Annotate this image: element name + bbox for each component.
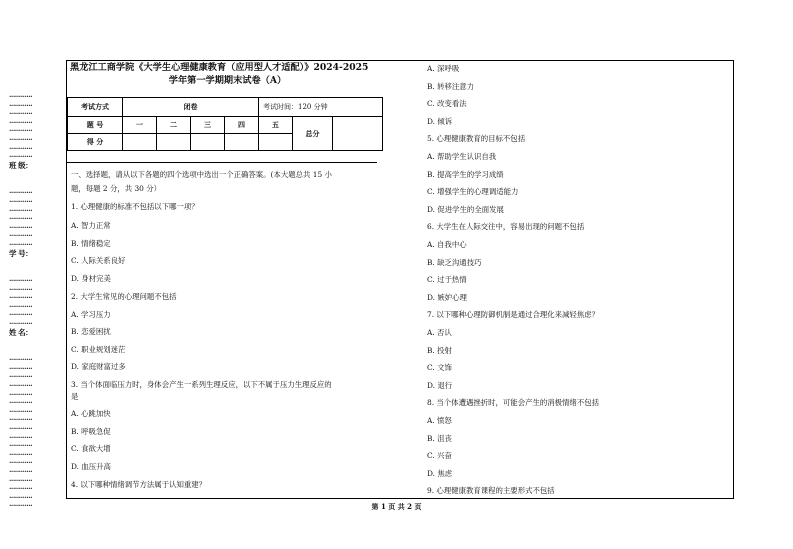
question-line: B. 情绪稳定 (71, 239, 111, 248)
score-cell-4[interactable] (225, 134, 259, 151)
dotted-binding-line: ············ (9, 239, 33, 249)
dotted-binding-line: ············ (9, 293, 33, 303)
dotted-binding-line: ············ (9, 355, 33, 365)
section-4: 四 (225, 117, 259, 134)
dotted-binding-line: ············ (9, 492, 33, 502)
score-cell-2[interactable] (157, 134, 191, 151)
dotted-binding-line: ············ (9, 100, 33, 110)
dotted-binding-line: ············ (9, 398, 33, 408)
dotted-binding-line: ············ (9, 484, 33, 494)
score-cell-3[interactable] (191, 134, 225, 151)
exam-mode-value: 闭卷 (123, 98, 259, 117)
dotted-binding-line: ············ (9, 458, 33, 468)
question-stem: 5. 心理健康教育的目标不包括 (427, 134, 526, 144)
exam-time: 考试时间：120 分钟 (259, 98, 383, 117)
question-stem: 8. 当个体遭遇挫折时，可能会产生的消极情绪不包括 (427, 398, 599, 408)
dotted-binding-line: ············ (9, 231, 33, 241)
question-stem: 2. 大学生常见的心理问题不包括 (71, 292, 177, 301)
title-line-2: 学年第一学期期末试卷（A） (168, 75, 287, 86)
margin-label-student-id: 学 号： (9, 248, 33, 258)
answer-option: A. 自我中心 (427, 240, 467, 249)
score-table (67, 97, 383, 151)
dotted-binding-line: ············ (9, 196, 33, 206)
question-line: B. 呼吸急促 (71, 427, 111, 436)
answer-option: A. 帮助学生认识自我 (427, 152, 497, 161)
question-stem: 6. 大学生在人际交往中，容易出现的问题不包括 (427, 222, 585, 232)
dotted-binding-line: ············ (9, 310, 33, 320)
dotted-binding-line: ············ (9, 381, 33, 391)
section-instruction-2: 题，每题 2 分，共 30 分） (71, 184, 162, 193)
title-line-1: 黑龙江工商学院《大学生心理健康教育（应用型人才适配）》2024-2025 (70, 62, 369, 73)
question-no-label: 题 号 (68, 117, 123, 134)
margin-label-class: 班 级： (9, 160, 33, 170)
margin-label-name: 姓 名： (9, 327, 33, 337)
dotted-binding-line: ············ (9, 406, 33, 416)
dotted-binding-line: ············ (9, 441, 33, 451)
answer-option: C. 兴奋 (427, 451, 452, 461)
question-stem: 3. 当个体面临压力时，身体会产生一系列生理反应，以下不属于压力生理反应的 (71, 380, 332, 389)
total-score-cell[interactable] (333, 117, 383, 151)
dotted-binding-line: ············ (9, 475, 33, 485)
question-line: C. 食欲大增 (71, 444, 111, 453)
section-3: 三 (191, 117, 225, 134)
dotted-binding-line: ············ (9, 466, 33, 476)
answer-option: B. 投射 (427, 345, 452, 355)
dotted-binding-line: ············ (9, 372, 33, 382)
binding-margin (9, 93, 59, 511)
dotted-binding-line: ············ (9, 143, 33, 153)
answer-option: B. 沮丧 (427, 433, 452, 443)
dotted-binding-line: ············ (9, 92, 33, 101)
answer-option: C. 过于热情 (427, 275, 467, 285)
answer-option: D. 焦虑 (427, 468, 453, 478)
question-line: B. 恋爱困扰 (71, 327, 111, 336)
question-line: D. 家庭财富过多 (71, 362, 126, 371)
answer-option: C. 增强学生的心理调适能力 (427, 187, 519, 197)
answer-option: B. 提高学生的学习成绩 (427, 169, 504, 179)
section-2: 二 (157, 117, 191, 134)
question-stem: 9. 心理健康教育课程的主要形式不包括 (427, 486, 555, 496)
margin-blank (9, 171, 59, 189)
answer-option: B. 缺乏沟通技巧 (427, 257, 482, 267)
dotted-binding-line: ············ (9, 432, 33, 442)
dotted-binding-line: ············ (9, 389, 33, 399)
dotted-binding-line: ············ (9, 319, 33, 329)
margin-blank (9, 259, 59, 277)
answer-option: D. 嫉妒心理 (427, 292, 467, 302)
question-line: A. 智力正常 (71, 221, 111, 230)
dotted-binding-line: ············ (9, 188, 33, 198)
margin-blank (9, 338, 59, 356)
dotted-binding-line: ············ (9, 126, 33, 136)
exam-mode-label: 考试方式 (68, 98, 123, 117)
answer-option: A. 深呼吸 (427, 64, 460, 73)
answer-option: D. 促进学生的全面发展 (427, 204, 504, 214)
answer-option: B. 转移注意力 (427, 81, 475, 91)
page-footer: 第 1 页 共 2 页 (371, 502, 422, 511)
dotted-binding-line: ············ (9, 214, 33, 224)
dotted-binding-line: ············ (9, 117, 33, 127)
dotted-binding-line: ············ (9, 134, 33, 144)
section-instruction-1: 一、选择题，请从以下各题的四个选项中选出一个正确答案。(本大题总共 15 小 (71, 170, 332, 179)
question-line: C. 职业规划迷茫 (71, 345, 126, 354)
score-cell-1[interactable] (123, 134, 157, 151)
answer-option: C. 改变看法 (427, 99, 467, 109)
question-line: D. 身材完美 (71, 274, 111, 283)
dotted-binding-line: ············ (9, 152, 33, 162)
question-line: D. 血压升高 (71, 462, 111, 471)
question-line: A. 学习压力 (71, 310, 111, 319)
dotted-binding-line: ············ (9, 205, 33, 215)
section-5: 五 (259, 117, 293, 134)
score-label: 得 分 (68, 134, 123, 151)
dotted-binding-line: ············ (9, 424, 33, 433)
question-stem: 1. 心理健康的标准不包括以下哪一项？ (71, 202, 199, 211)
total-label: 总分 (293, 117, 333, 151)
question-line: C. 人际关系良好 (71, 256, 126, 265)
answer-option: A. 否认 (427, 328, 452, 337)
exam-title (70, 61, 385, 87)
question-line: A. 心跳加快 (71, 409, 111, 418)
dotted-binding-line: ············ (9, 301, 33, 311)
dotted-binding-line: ············ (9, 501, 33, 511)
dotted-binding-line: ············ (9, 276, 33, 286)
answer-option: A. 愤怒 (427, 416, 452, 425)
dotted-binding-line: ············ (9, 415, 33, 425)
dotted-binding-line: ············ (9, 363, 33, 373)
question-line: 是 (71, 392, 79, 401)
answer-option: C. 文饰 (427, 363, 452, 373)
question-stem: 4. 以下哪种情绪调节方法属于认知重建？ (71, 480, 207, 489)
section-1: 一 (123, 117, 157, 134)
score-cell-5[interactable] (259, 134, 293, 151)
dotted-binding-line: ············ (9, 284, 33, 294)
dotted-binding-line: ············ (9, 109, 33, 119)
answer-option: D. 倾诉 (427, 116, 453, 126)
divider (67, 162, 377, 163)
question-stem: 7. 以下哪种心理防御机制是通过合理化来减轻焦虑？ (427, 310, 599, 320)
dotted-binding-line: ············ (9, 449, 33, 459)
dotted-binding-line: ············ (9, 222, 33, 232)
answer-option: D. 退行 (427, 380, 453, 390)
